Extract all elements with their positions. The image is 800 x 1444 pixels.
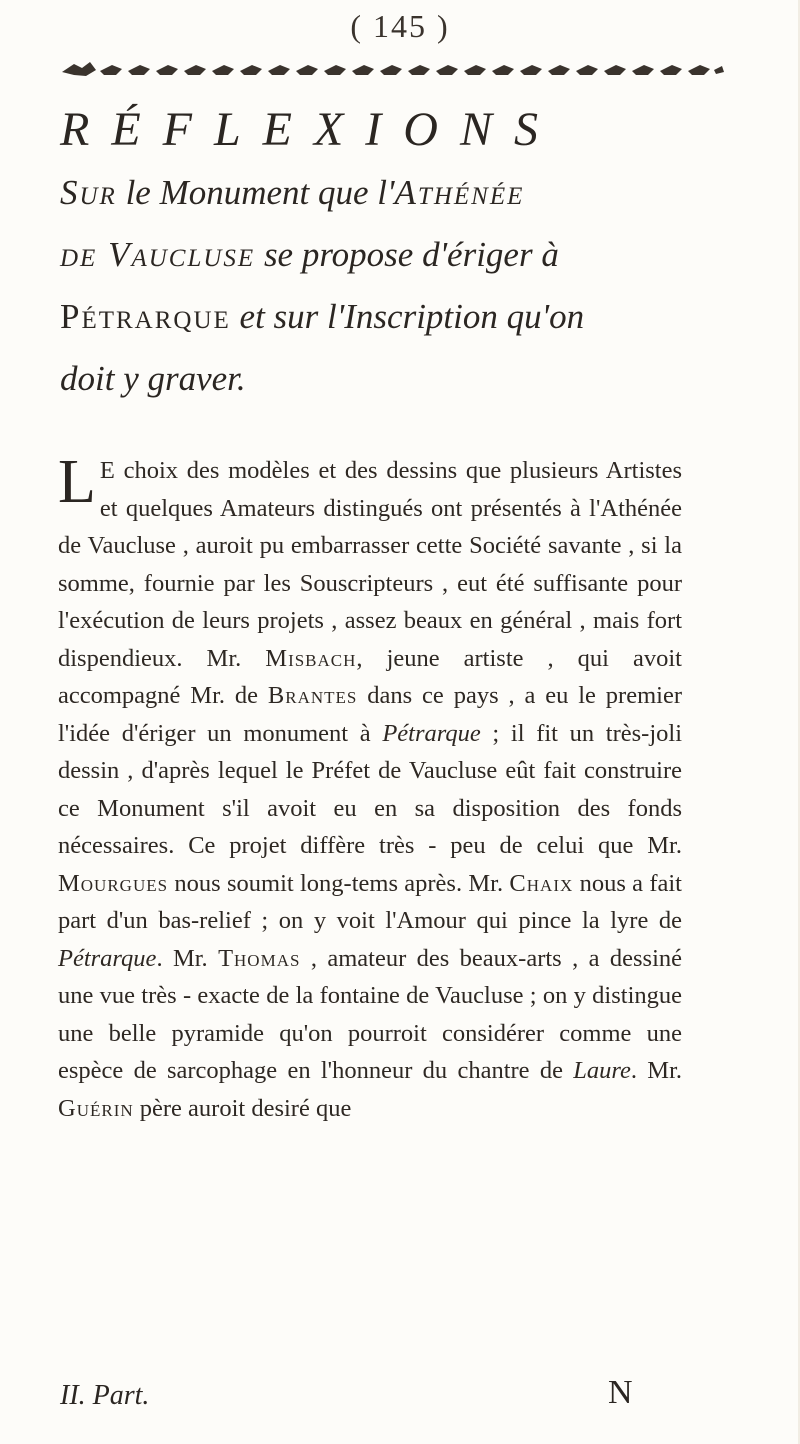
italic-petrarque: Pétrarque <box>58 944 157 972</box>
italic-laure: Laure <box>573 1057 631 1084</box>
name-thomas: Thomas <box>218 944 301 972</box>
chapter-title: RÉFLEXIONS <box>60 103 560 156</box>
subtitle-monument: le Monument que l' <box>116 173 395 212</box>
text-run: . Mr. <box>630 1057 683 1084</box>
drop-cap: L <box>58 448 96 516</box>
subtitle-athenee: Athénée <box>394 173 525 212</box>
name-misbach: Misbach <box>265 644 357 672</box>
name-guerin: Guérin <box>58 1094 134 1122</box>
text-run: père auroit desiré que <box>133 1094 352 1122</box>
subtitle-inscription: et sur l'Inscription qu'on <box>230 297 585 336</box>
name-brantes: Brantes <box>267 682 358 709</box>
subtitle-line-1 <box>60 162 730 224</box>
name-mourgues: Mourgues <box>58 869 169 897</box>
subtitle-line-4: doit y graver. <box>60 359 246 398</box>
part-label: II. Part. <box>60 1380 150 1411</box>
subtitle-line-3 <box>60 286 730 348</box>
page-number: ( 145 ) <box>350 8 450 44</box>
text-run: ; il fit un très-joli dessin , d'après lequel le Préfet de Vaucluse eût fait construire ce Monument s'il avoit eu en sa disposition des fonds nécessaires. Ce projet diffère très - peu de celui que Mr. <box>58 719 682 859</box>
text-run: nous soumit long-tems après. Mr. <box>168 869 510 897</box>
subtitle-vaucluse: Vaucluse <box>97 235 256 274</box>
signature-mark: N <box>608 1374 633 1411</box>
text-run: nous a fait part d'un bas-relief ; on y voit l'Amour qui pince la lyre de <box>58 869 682 934</box>
ornament-rule <box>60 58 726 82</box>
name-chaix: Chaix <box>509 869 574 897</box>
chapter-subtitle <box>60 162 730 410</box>
italic-petrarque: Pétrarque <box>382 719 481 747</box>
text-run: . Mr. <box>156 944 219 972</box>
text-run: , jeune artiste , qui avoit accompagné Mr. de <box>58 644 682 709</box>
subtitle-petrarque: Pétrarque <box>60 297 231 336</box>
text-run: , amateur des beaux-arts , a dessiné une vue très - exacte de la fontaine de Vaucluse ; on y distingue une belle pyramide qu'on pourroit considérer comme une espèce de sarcophage en l'honneur du chantre de <box>58 944 682 1084</box>
subtitle-eriger: se propose d'ériger à <box>255 235 559 274</box>
body-paragraph <box>58 448 683 1127</box>
subtitle-line-2 <box>60 224 730 286</box>
subtitle-de: de <box>60 235 98 274</box>
text-run: E choix des modèles et des dessins que plusieurs Artistes et quelques Amateurs distingués ont présentés à l'Athénée de Vaucluse , auroit pu embarrasser cette Société savante , si la somme, fournie par les Souscripteurs , eut été suffisante pour l'exécution de leurs projets , assez beaux en général , mais fort dispendieux. Mr. <box>58 457 682 672</box>
subtitle-sur: Sur <box>60 173 117 212</box>
text-run: dans ce pays , a eu le premier l'idée d'ériger un monument à <box>58 682 682 747</box>
